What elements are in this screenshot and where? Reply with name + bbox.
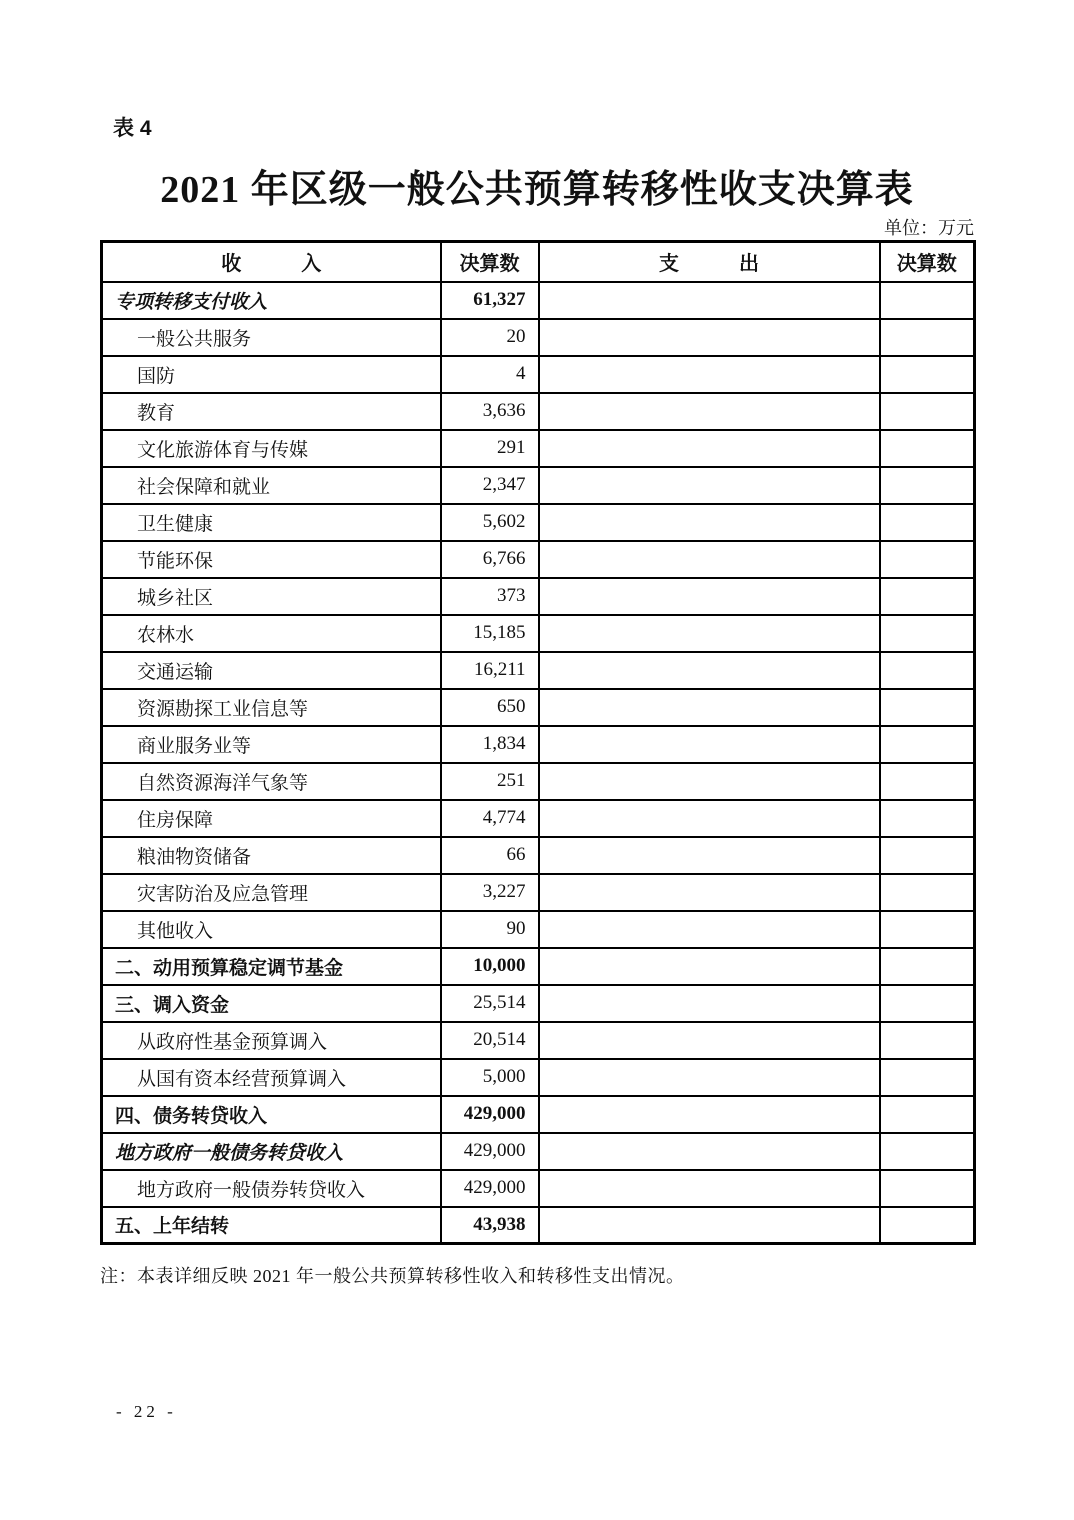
expense-value-cell xyxy=(880,800,975,837)
table-row xyxy=(102,652,975,689)
expense-item-cell xyxy=(539,689,880,726)
income-item-label: 国防 xyxy=(102,356,441,393)
income-item-value: 10,000 xyxy=(441,948,539,985)
table-row xyxy=(102,356,975,393)
expense-value-cell xyxy=(880,948,975,985)
table-row xyxy=(102,800,975,837)
income-item-label: 住房保障 xyxy=(102,800,441,837)
table-row xyxy=(102,689,975,726)
income-item-value: 3,227 xyxy=(441,874,539,911)
table-number-label: 表 4 xyxy=(113,117,152,140)
table-row xyxy=(102,1170,975,1207)
expense-item-cell xyxy=(539,1022,880,1059)
table-row xyxy=(102,393,975,430)
table-row xyxy=(102,467,975,504)
table-row xyxy=(102,874,975,911)
income-item-value: 16,211 xyxy=(441,652,539,689)
income-item-value: 429,000 xyxy=(441,1096,539,1133)
table-row xyxy=(102,1059,975,1096)
expense-value-cell xyxy=(880,1170,975,1207)
income-item-value: 373 xyxy=(441,578,539,615)
table-row xyxy=(102,837,975,874)
page-number: - 22 - xyxy=(116,1402,177,1421)
income-item-label: 五、上年结转 xyxy=(102,1207,441,1244)
income-item-value: 5,602 xyxy=(441,504,539,541)
expense-item-cell xyxy=(539,1096,880,1133)
expense-value-cell xyxy=(880,726,975,763)
income-item-label: 从政府性基金预算调入 xyxy=(102,1022,441,1059)
income-item-value: 251 xyxy=(441,763,539,800)
income-item-label: 其他收入 xyxy=(102,911,441,948)
expense-item-cell xyxy=(539,874,880,911)
expense-value-cell xyxy=(880,1022,975,1059)
expense-item-cell xyxy=(539,541,880,578)
income-item-label: 三、调入资金 xyxy=(102,985,441,1022)
income-item-value: 4 xyxy=(441,356,539,393)
table-row xyxy=(102,615,975,652)
table-row xyxy=(102,282,975,319)
table-row xyxy=(102,541,975,578)
expense-item-cell xyxy=(539,467,880,504)
income-item-value: 650 xyxy=(441,689,539,726)
income-item-label: 四、债务转贷收入 xyxy=(102,1096,441,1133)
budget-table xyxy=(100,240,976,1245)
income-item-label: 农林水 xyxy=(102,615,441,652)
expense-item-cell xyxy=(539,763,880,800)
expense-value-cell xyxy=(880,763,975,800)
table-row xyxy=(102,504,975,541)
table-row xyxy=(102,985,975,1022)
expense-item-cell xyxy=(539,430,880,467)
header-expense-amount: 决算数 xyxy=(880,242,975,282)
income-item-label: 专项转移支付收入 xyxy=(102,282,441,319)
table-row xyxy=(102,319,975,356)
income-item-label: 地方政府一般债券转贷收入 xyxy=(102,1170,441,1207)
expense-value-cell xyxy=(880,467,975,504)
income-item-value: 43,938 xyxy=(441,1207,539,1244)
expense-value-cell xyxy=(880,689,975,726)
expense-value-cell xyxy=(880,1133,975,1170)
table-row xyxy=(102,911,975,948)
income-item-label: 卫生健康 xyxy=(102,504,441,541)
expense-value-cell xyxy=(880,578,975,615)
income-item-label: 从国有资本经营预算调入 xyxy=(102,1059,441,1096)
income-item-value: 66 xyxy=(441,837,539,874)
income-item-value: 1,834 xyxy=(441,726,539,763)
income-item-value: 15,185 xyxy=(441,615,539,652)
expense-value-cell xyxy=(880,652,975,689)
income-item-label: 社会保障和就业 xyxy=(102,467,441,504)
income-item-label: 城乡社区 xyxy=(102,578,441,615)
income-item-value: 25,514 xyxy=(441,985,539,1022)
income-item-label: 粮油物资储备 xyxy=(102,837,441,874)
header-income-amount: 决算数 xyxy=(441,242,539,282)
income-item-value: 20 xyxy=(441,319,539,356)
expense-item-cell xyxy=(539,393,880,430)
table-footnote: 注：本表详细反映 2021 年一般公共预算转移性收入和转移性支出情况。 xyxy=(100,1266,685,1286)
expense-item-cell xyxy=(539,652,880,689)
income-item-label: 交通运输 xyxy=(102,652,441,689)
income-item-value: 4,774 xyxy=(441,800,539,837)
income-item-value: 61,327 xyxy=(441,282,539,319)
income-item-value: 291 xyxy=(441,430,539,467)
expense-item-cell xyxy=(539,1133,880,1170)
expense-value-cell xyxy=(880,504,975,541)
income-item-value: 2,347 xyxy=(441,467,539,504)
header-expense: 支 出 xyxy=(539,242,880,282)
income-item-label: 自然资源海洋气象等 xyxy=(102,763,441,800)
expense-item-cell xyxy=(539,1059,880,1096)
income-item-label: 一般公共服务 xyxy=(102,319,441,356)
expense-value-cell xyxy=(880,1059,975,1096)
table-row xyxy=(102,1133,975,1170)
expense-value-cell xyxy=(880,393,975,430)
income-item-value: 6,766 xyxy=(441,541,539,578)
expense-value-cell xyxy=(880,874,975,911)
income-item-label: 节能环保 xyxy=(102,541,441,578)
expense-item-cell xyxy=(539,1170,880,1207)
expense-item-cell xyxy=(539,800,880,837)
expense-value-cell xyxy=(880,282,975,319)
table-row xyxy=(102,1022,975,1059)
income-item-value: 3,636 xyxy=(441,393,539,430)
income-item-value: 90 xyxy=(441,911,539,948)
table-row xyxy=(102,430,975,467)
income-item-label: 二、动用预算稳定调节基金 xyxy=(102,948,441,985)
income-item-label: 商业服务业等 xyxy=(102,726,441,763)
header-income: 收 入 xyxy=(102,242,441,282)
expense-item-cell xyxy=(539,615,880,652)
expense-value-cell xyxy=(880,1207,975,1244)
expense-value-cell xyxy=(880,911,975,948)
income-item-label: 资源勘探工业信息等 xyxy=(102,689,441,726)
expense-item-cell xyxy=(539,319,880,356)
table-header-row xyxy=(102,242,975,282)
expense-item-cell xyxy=(539,911,880,948)
expense-item-cell xyxy=(539,948,880,985)
expense-item-cell xyxy=(539,578,880,615)
expense-value-cell xyxy=(880,541,975,578)
unit-label: 单位：万元 xyxy=(884,218,974,238)
expense-item-cell xyxy=(539,985,880,1022)
income-item-label: 灾害防治及应急管理 xyxy=(102,874,441,911)
expense-value-cell xyxy=(880,1096,975,1133)
income-item-label: 文化旅游体育与传媒 xyxy=(102,430,441,467)
table-row xyxy=(102,1096,975,1133)
expense-item-cell xyxy=(539,282,880,319)
income-item-label: 地方政府一般债务转贷收入 xyxy=(102,1133,441,1170)
expense-value-cell xyxy=(880,837,975,874)
table-body xyxy=(102,282,975,1244)
expense-item-cell xyxy=(539,837,880,874)
table-row xyxy=(102,948,975,985)
table-row xyxy=(102,726,975,763)
expense-value-cell xyxy=(880,356,975,393)
expense-value-cell xyxy=(880,430,975,467)
income-item-value: 429,000 xyxy=(441,1133,539,1170)
income-item-value: 5,000 xyxy=(441,1059,539,1096)
expense-item-cell xyxy=(539,504,880,541)
table-row xyxy=(102,763,975,800)
expense-value-cell xyxy=(880,319,975,356)
income-item-value: 20,514 xyxy=(441,1022,539,1059)
expense-item-cell xyxy=(539,356,880,393)
table-row xyxy=(102,578,975,615)
income-item-label: 教育 xyxy=(102,393,441,430)
income-item-value: 429,000 xyxy=(441,1170,539,1207)
table-row xyxy=(102,1207,975,1244)
expense-item-cell xyxy=(539,1207,880,1244)
expense-value-cell xyxy=(880,985,975,1022)
expense-value-cell xyxy=(880,615,975,652)
page-title: 2021 年区级一般公共预算转移性收支决算表 xyxy=(160,169,914,211)
expense-item-cell xyxy=(539,726,880,763)
